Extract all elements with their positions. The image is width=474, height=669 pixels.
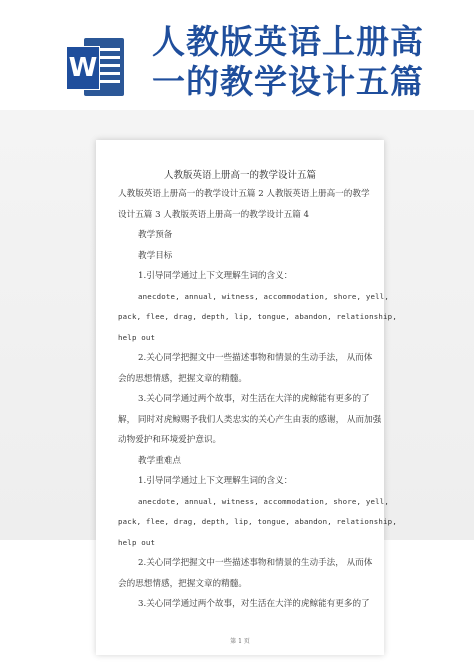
body-line: 1.引导同学通过上下文理解生词的含义： [138, 476, 293, 486]
vocab-line: pack, flee, drag, depth, lip, tongue, abandon, relationship, [118, 312, 397, 321]
body-line: 3.关心同学通过两个故事，对生活在大洋的虎鲸能有更多的了 [138, 394, 370, 404]
section-heading: 教学目标 [138, 250, 173, 261]
body-line: 解， 同时对虎鲸赐予我们人类忠实的关心产生由衷的感谢， 从而加强 [118, 414, 382, 425]
page-number: 第 1 页 [230, 638, 250, 645]
document-body [118, 184, 397, 615]
vocab-line: pack, flee, drag, depth, lip, tongue, abandon, relationship, [118, 517, 397, 526]
section-heading: 教学重难点 [138, 455, 181, 466]
vocab-line: help out [118, 332, 156, 342]
body-line: 会的思想情感，把握文章的精髓。 [118, 373, 247, 384]
document-page [96, 140, 397, 655]
body-line: 会的思想情感，把握文章的精髓。 [118, 578, 247, 589]
body-line: 动物爱护和环境爱护意识。 [118, 435, 222, 445]
section-heading: 教学预备 [138, 230, 173, 240]
banner-title-line-1: 人教版英语上册高 [152, 22, 424, 61]
vocab-line: anecdote, annual, witness, accommodation, shore, yell, [138, 496, 390, 506]
banner-title-line-2: 一的教学设计五篇 [152, 62, 424, 101]
body-line: 3.关心同学通过两个故事，对生活在大洋的虎鲸能有更多的了 [138, 599, 370, 609]
vocab-line: anecdote, annual, witness, accommodation, shore, yell, [138, 291, 390, 301]
banner-title [152, 22, 452, 102]
document-title: 人教版英语上册高一的教学设计五篇 [163, 170, 316, 181]
body-line: 1.引导同学通过上下文理解生词的含义： [138, 271, 293, 281]
word-w-badge: W [66, 46, 100, 90]
body-line: 2.关心同学把握文中一些描述事物和情景的生动手法， 从而体 [138, 558, 373, 568]
body-line: 人教版英语上册高一的教学设计五篇 2 人教版英语上册高一的教学 [118, 189, 370, 199]
vocab-line: help out [118, 537, 156, 547]
body-line: 设计五篇 3 人教版英语上册高一的教学设计五篇 4 [118, 209, 310, 220]
body-line: 2.关心同学把握文中一些描述事物和情景的生动手法， 从而体 [138, 353, 373, 363]
word-document-icon [66, 38, 124, 96]
